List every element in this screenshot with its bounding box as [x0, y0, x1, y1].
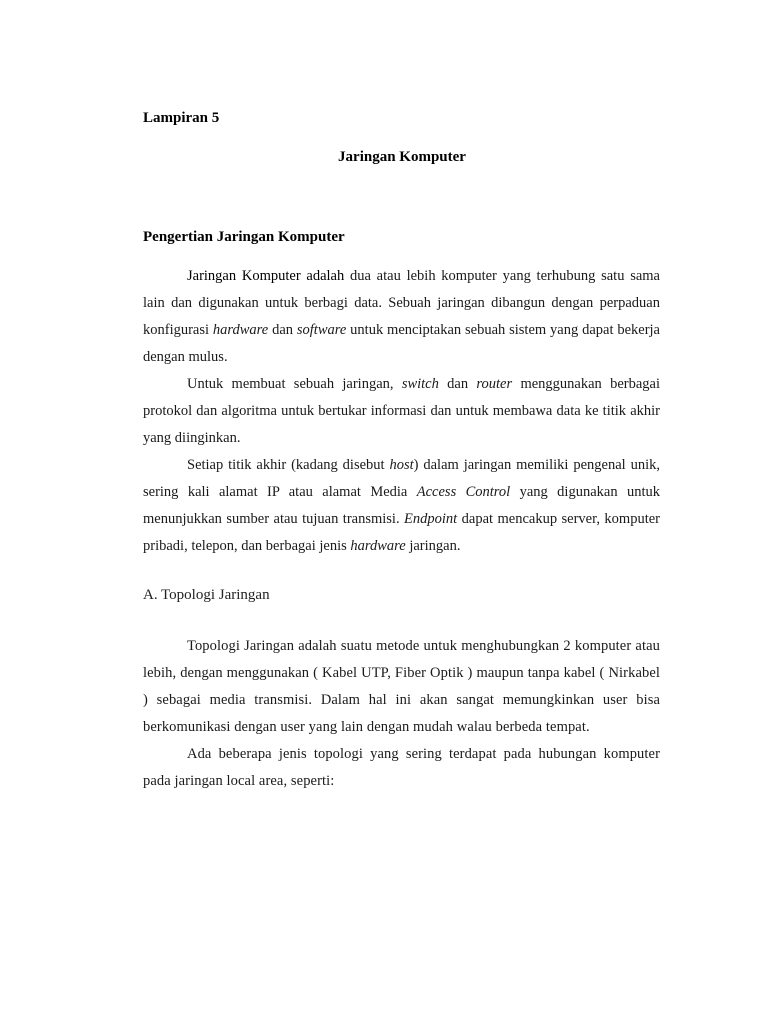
body-paragraph: [143, 452, 660, 560]
text-run: dan: [268, 322, 297, 338]
text-run: menggunakan berbagai protokol dan algoritma untuk bertukar informasi dan untuk membawa data ke titik akhir yang diinginkan.: [143, 376, 660, 446]
text-run: Topologi Jaringan adalah suatu metode untuk menghubungkan 2 komputer atau lebih, dengan menggunakan ( Kabel UTP, Fiber Optik ) maupun tanpa kabel ( Nirkabel ) sebagai media transmisi. Dalam hal ini akan sangat memungkinkan user bisa berkomunikasi dengan user yang lain dengan mudah walau berbeda tempat.: [143, 638, 660, 735]
italic-term: Endpoint: [404, 511, 458, 527]
italic-term: hardware: [350, 538, 406, 554]
body-paragraph: [143, 371, 660, 452]
text-run: dapat mencakup server, komputer pribadi, telepon, dan berbagai jenis: [143, 511, 661, 554]
text-run: Ada beberapa jenis topologi yang sering terdapat pada hubungan komputer pada jaringan local area, seperti:: [143, 746, 660, 789]
body-paragraph: [143, 633, 660, 741]
document-title: Jaringan Komputer: [338, 149, 466, 165]
text-run: jaringan.: [405, 538, 461, 554]
section-heading: Pengertian Jaringan Komputer: [143, 229, 345, 245]
italic-term: host: [389, 457, 414, 473]
italic-term: switch: [401, 376, 439, 392]
italic-term: hardware: [212, 322, 269, 338]
body-paragraph: [143, 741, 660, 795]
section-a-paragraphs: [143, 633, 660, 795]
text-run: ) dalam jaringan memiliki pengenal unik, sering kali alamat IP atau alamat Media: [143, 457, 660, 500]
text-run: Jaringan Komputer adalah: [187, 268, 345, 284]
text-run: Untuk membuat sebuah jaringan,: [187, 376, 402, 392]
text-run: Setiap titik akhir (kadang disebut: [187, 457, 390, 473]
section-a-title: A. Topologi Jaringan: [143, 587, 270, 603]
italic-term: Access Control: [416, 484, 511, 500]
text-run: dan: [438, 376, 477, 392]
intro-paragraphs: [143, 263, 660, 560]
italic-term: software: [296, 322, 347, 338]
body-paragraph: [143, 263, 660, 371]
text-run: untuk menciptakan sebuah sistem yang dapat bekerja dengan mulus.: [143, 322, 660, 365]
text-run: yang digunakan untuk menunjukkan sumber atau tujuan transmisi.: [143, 484, 660, 527]
italic-term: router: [476, 376, 513, 392]
text-run: dua atau lebih komputer yang terhubung satu sama lain dan digunakan untuk berbagi data. Sebuah jaringan dibangun dengan perpaduan konfigurasi: [143, 268, 660, 338]
appendix-label: Lampiran 5: [143, 110, 220, 126]
